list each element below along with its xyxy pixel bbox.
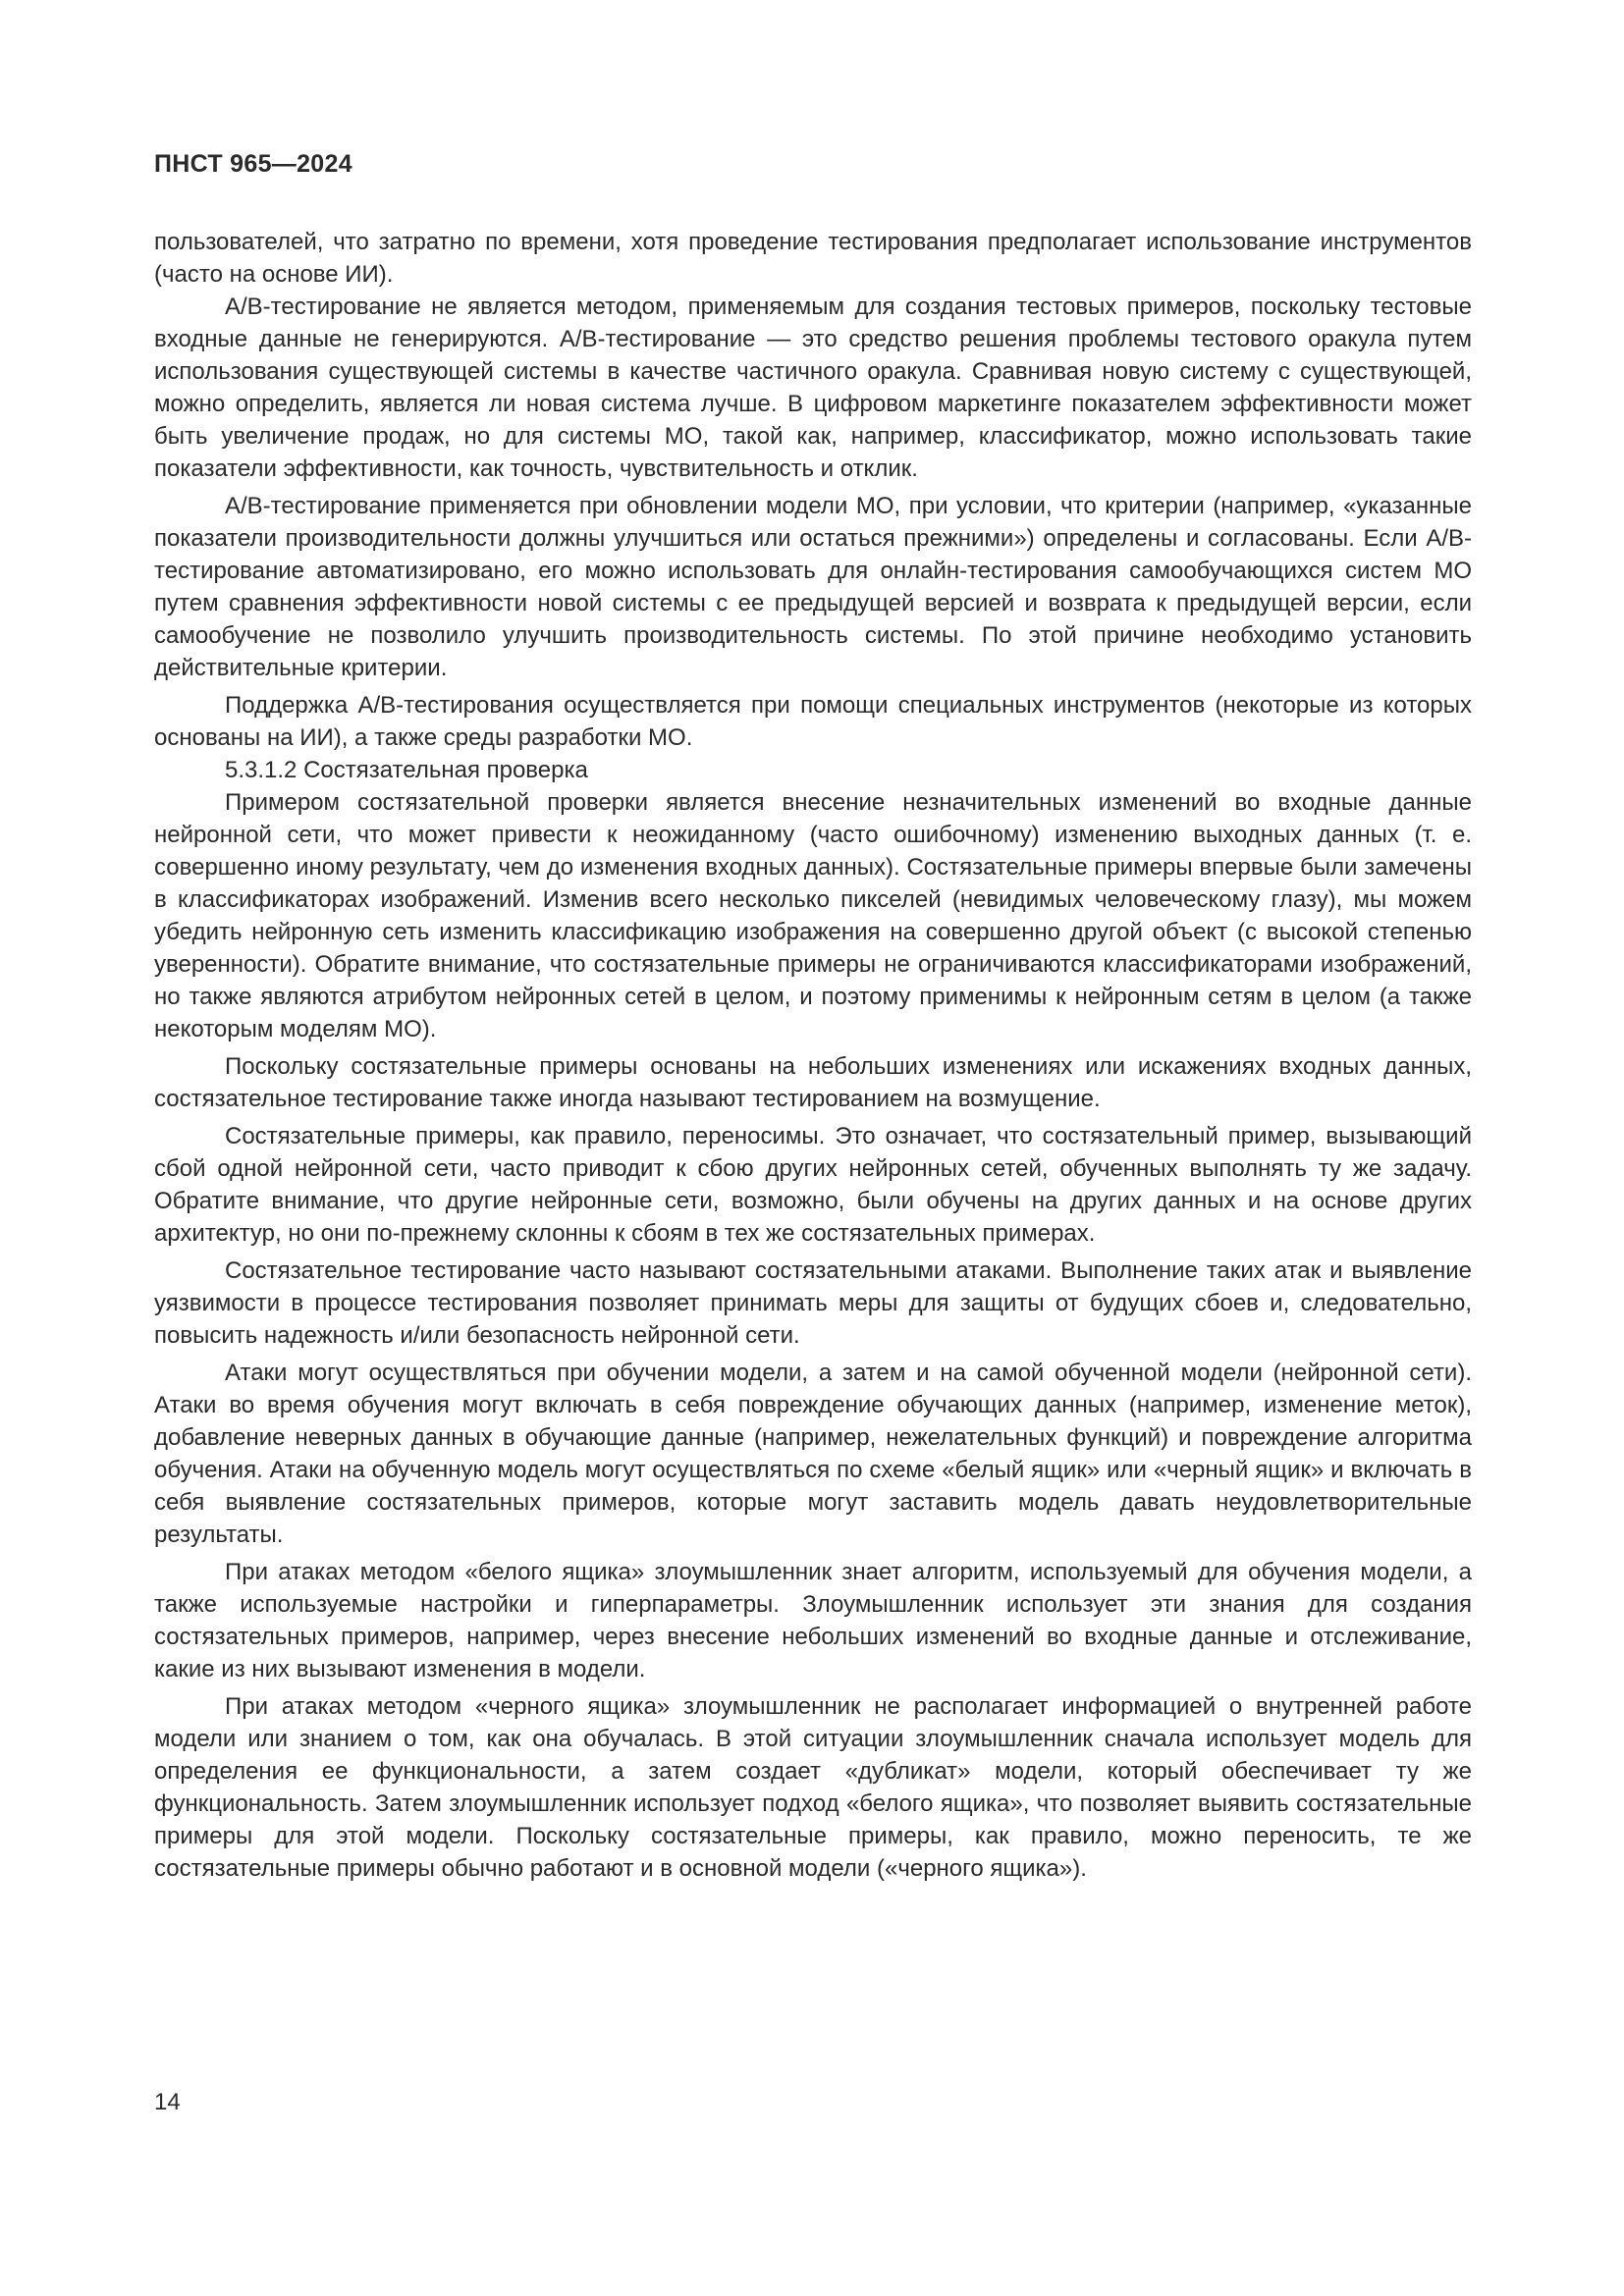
paragraph: Состязательные примеры, как правило, переносимы. Это означает, что состязательный пример, вызывающий сбой одной нейронной сети, часто приводит к сбою других нейронных сетей, обученных выполнять ту же задачу. Обратите внимание, что другие нейронные сети, возможно, были обучены на других данных и на основе других архитектур, но они по-прежнему склонны к сбоям в тех же состязательных примерах. [154,1123,1472,1247]
section-heading: 5.3.1.2 Состязательная проверка [225,757,588,783]
paragraph: Состязательное тестирование часто называют состязательными атаками. Выполнение таких атак и выявление уязвимости в процессе тестирования позволяет принимать меры для защиты от будущих сбоев и, следовательно, повысить надежность и/или безопасность нейронной сети. [154,1257,1472,1349]
paragraph: Атаки могут осуществляться при обучении модели, а затем и на самой обученной модели (нейронной сети). Атаки во время обучения могут включать в себя повреждение обучающих данных (например, изменение меток), добавление неверных данных в обучающие данные (например, нежелательных функций) и повреждение алгоритма обучения. Атаки на обученную модель могут осуществляться по схеме «белый ящик» или «черный ящик» и включать в себя выявление состязательных примеров, которые могут заставить модель давать неудовлетворительные результаты. [154,1360,1472,1548]
paragraph: A/B-тестирование не является методом, применяемым для создания тестовых примеров, поскольку тестовые входные данные не генерируются. A/B-тестирование — это средство решения проблемы тестового оракула путем использования существующей системы в качестве частичного оракула. Сравнивая новую систему с существующей, можно определить, является ли новая система лучше. В цифровом маркетинге показателем эффективности может быть увеличение продаж, но для системы МО, такой как, например, классификатор, можно использовать такие показатели эффективности, как точность, чувствительность и отклик. [154,294,1472,482]
document-body [154,226,1472,1885]
paragraph: При атаках методом «черного ящика» злоумышленник не располагает информацией о внутренней работе модели или знанием о том, как она обучалась. В этой ситуации злоумышленник сначала использует модель для определения ее функциональности, а затем создает «дубликат» модели, который обеспечивает ту же функциональность. Затем злоумышленник использует подход «белого ящика», что позволяет выявить состязательные примеры для этой модели. Поскольку состязательные примеры, как правило, можно переносить, те же состязательные примеры обычно работают и в основной модели («черного ящика»). [154,1693,1472,1882]
paragraph: Примером состязательной проверки является внесение незначительных изменений во входные данные нейронной сети, что может привести к неожиданному (часто ошибочному) изменению выходных данных (т. е. совершенно иному результату, чем до изменения входных данных). Состязательные примеры впервые были замечены в классификаторах изображений. Изменив всего несколько пикселей (невидимых человеческому глазу), мы можем убедить нейронную сеть изменить классификацию изображения на совершенно другой объект (с высокой степенью уверенности). Обратите внимание, что состязательные примеры не ограничиваются классификаторами изображений, но также являются атрибутом нейронных сетей в целом, и поэтому применимы к нейронным сетям в целом (а также некоторым моделям МО). [154,789,1472,1042]
paragraph: Поскольку состязательные примеры основаны на небольших изменениях или искажениях входных данных, состязательное тестирование также иногда называют тестированием на возмущение. [154,1053,1472,1112]
paragraph: A/B-тестирование применяется при обновлении модели МО, при условии, что критерии (например, «указанные показатели производительности должны улучшиться или остаться прежними») определены и согласованы. Если A/B-тестирование автоматизировано, его можно использовать для онлайн-тестирования самообучающихся систем МО путем сравнения эффективности новой системы с ее предыдущей версией и возврата к предыдущей версии, если самообучение не позволило улучшить производительность системы. По этой причине необходимо установить действительные критерии. [154,493,1472,681]
paragraph: пользователей, что затратно по времени, хотя проведение тестирования предполагает использование инструментов (часто на основе ИИ). [154,229,1472,288]
document-header: ПНСТ 965—2024 [154,150,352,178]
paragraph: При атаках методом «белого ящика» злоумышленник знает алгоритм, используемый для обучения модели, а также используемые настройки и гиперпараметры. Злоумышленник использует эти знания для создания состязательных примеров, например, через внесение небольших изменений во входные данные и отслеживание, какие из них вызывают изменения в модели. [154,1559,1472,1682]
page-number: 14 [154,2089,181,2115]
paragraph: Поддержка A/B-тестирования осуществляется при помощи специальных инструментов (некоторые из которых основаны на ИИ), а также среды разработки МО. [154,692,1472,751]
